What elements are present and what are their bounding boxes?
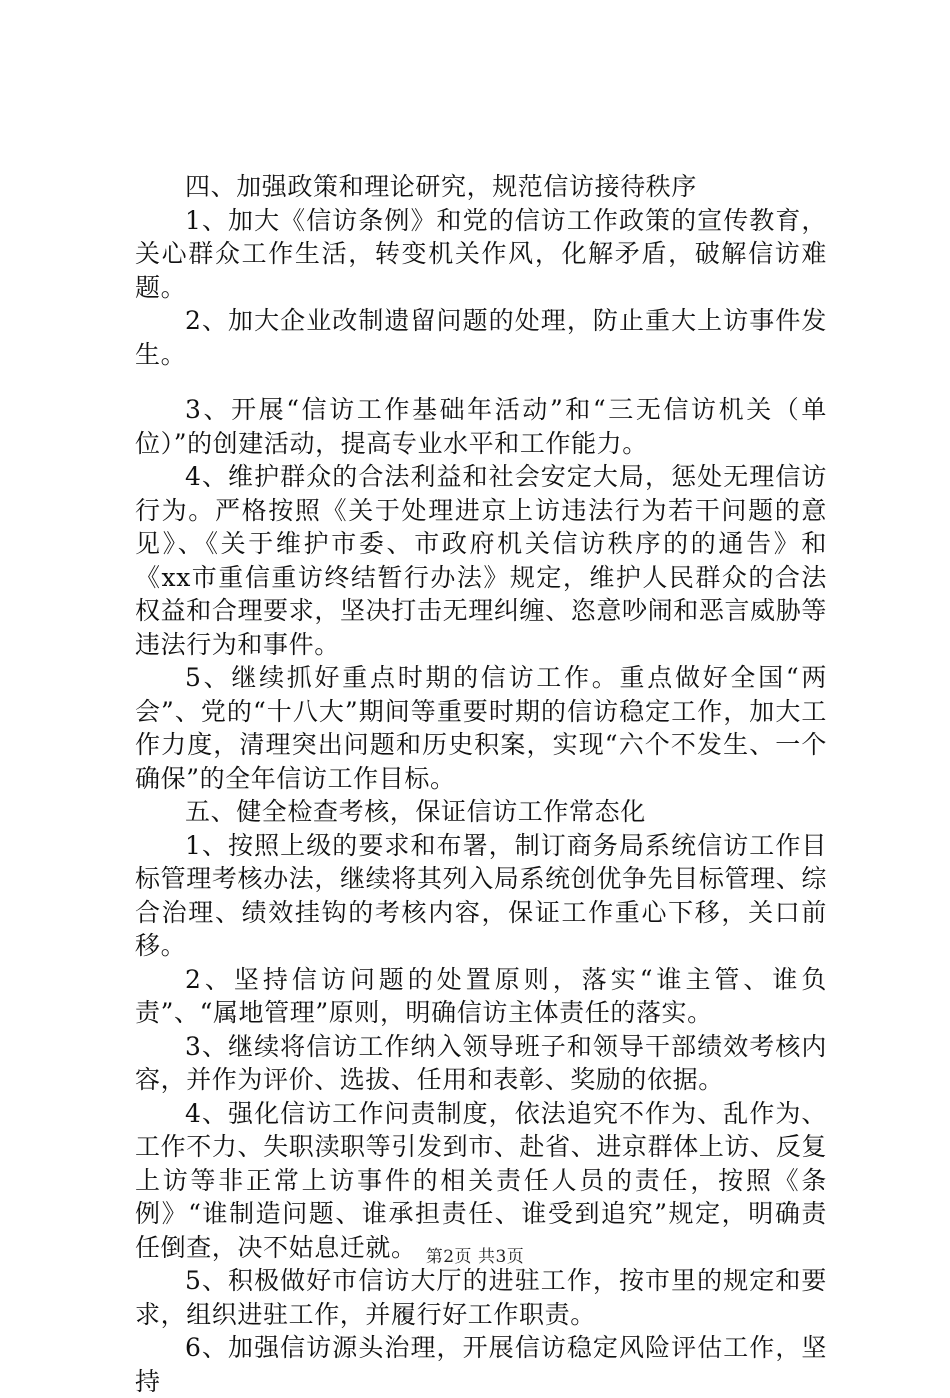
paragraph: 2、坚持信访问题的处置原则，落实“谁主管、谁负责”、“属地管理”原则，明确信访主体责任的落实。: [135, 964, 827, 1027]
paragraph: 3、继续将信访工作纳入领导班子和领导干部绩效考核内容，并作为评价、选拔、任用和表彰、奖励的依据。: [135, 1031, 827, 1094]
paragraph: 1、加大《信访条例》和党的信访工作政策的宣传教育，关心群众工作生活，转变机关作风，化解矛盾，破解信访难题。: [135, 205, 827, 302]
paragraph: 4、维护群众的合法利益和社会安定大局，惩处无理信访行为。严格按照《关于处理进京上访违法行为若干问题的意见》、《关于维护市委、市政府机关信访秩序的的通告》和《xx市重信重访终结暂行办法》规定，维护人民群众的合法权益和合理要求，坚决打击无理纠缠、恣意吵闹和恶言威胁等违法行为和事件。: [135, 462, 827, 659]
document-body: [135, 170, 827, 1398]
paragraph: 2、加大企业改制遗留问题的处理，防止重大上访事件发生。: [135, 306, 827, 369]
section-heading-5: 五、健全检查考核，保证信访工作常态化: [185, 797, 646, 826]
section-heading-4: 四、加强政策和理论研究，规范信访接待秩序: [185, 172, 698, 201]
paragraph: 1、按照上级的要求和布署，制订商务局系统信访工作目标管理考核办法，继续将其列入局系统创优争先目标管理、综合治理、绩效挂钩的考核内容，保证工作重心下移，关口前移。: [135, 830, 827, 960]
paragraph: 4、强化信访工作问责制度，依法追究不作为、乱作为、工作不力、失职渎职等引发到市、赴省、进京群体上访、反复上访等非正常上访事件的相关责任人员的责任，按照《条例》“谁制造问题、谁承担责任、谁受到追究”规定，明确责任倒查，决不姑息迁就。: [135, 1098, 827, 1262]
page-footer: 第2页 共3页: [425, 1247, 525, 1267]
paragraph: 6、加强信访源头治理，开展信访稳定风险评估工作，坚持: [135, 1333, 827, 1396]
paragraph: 5、继续抓好重点时期的信访工作。重点做好全国“两会”、党的“十八大”期间等重要时期的信访稳定工作，加大工作力度，清理突出问题和历史积案，实现“六个不发生、一个确保”的全年信访工作目标。: [135, 663, 827, 793]
paragraph: 3、开展“信访工作基础年活动”和“三无信访机关（单位）”的创建活动，提高专业水平和工作能力。: [135, 395, 827, 458]
paragraph: 5、积极做好市信访大厅的进驻工作，按市里的规定和要求，组织进驻工作，并履行好工作职责。: [135, 1266, 827, 1329]
